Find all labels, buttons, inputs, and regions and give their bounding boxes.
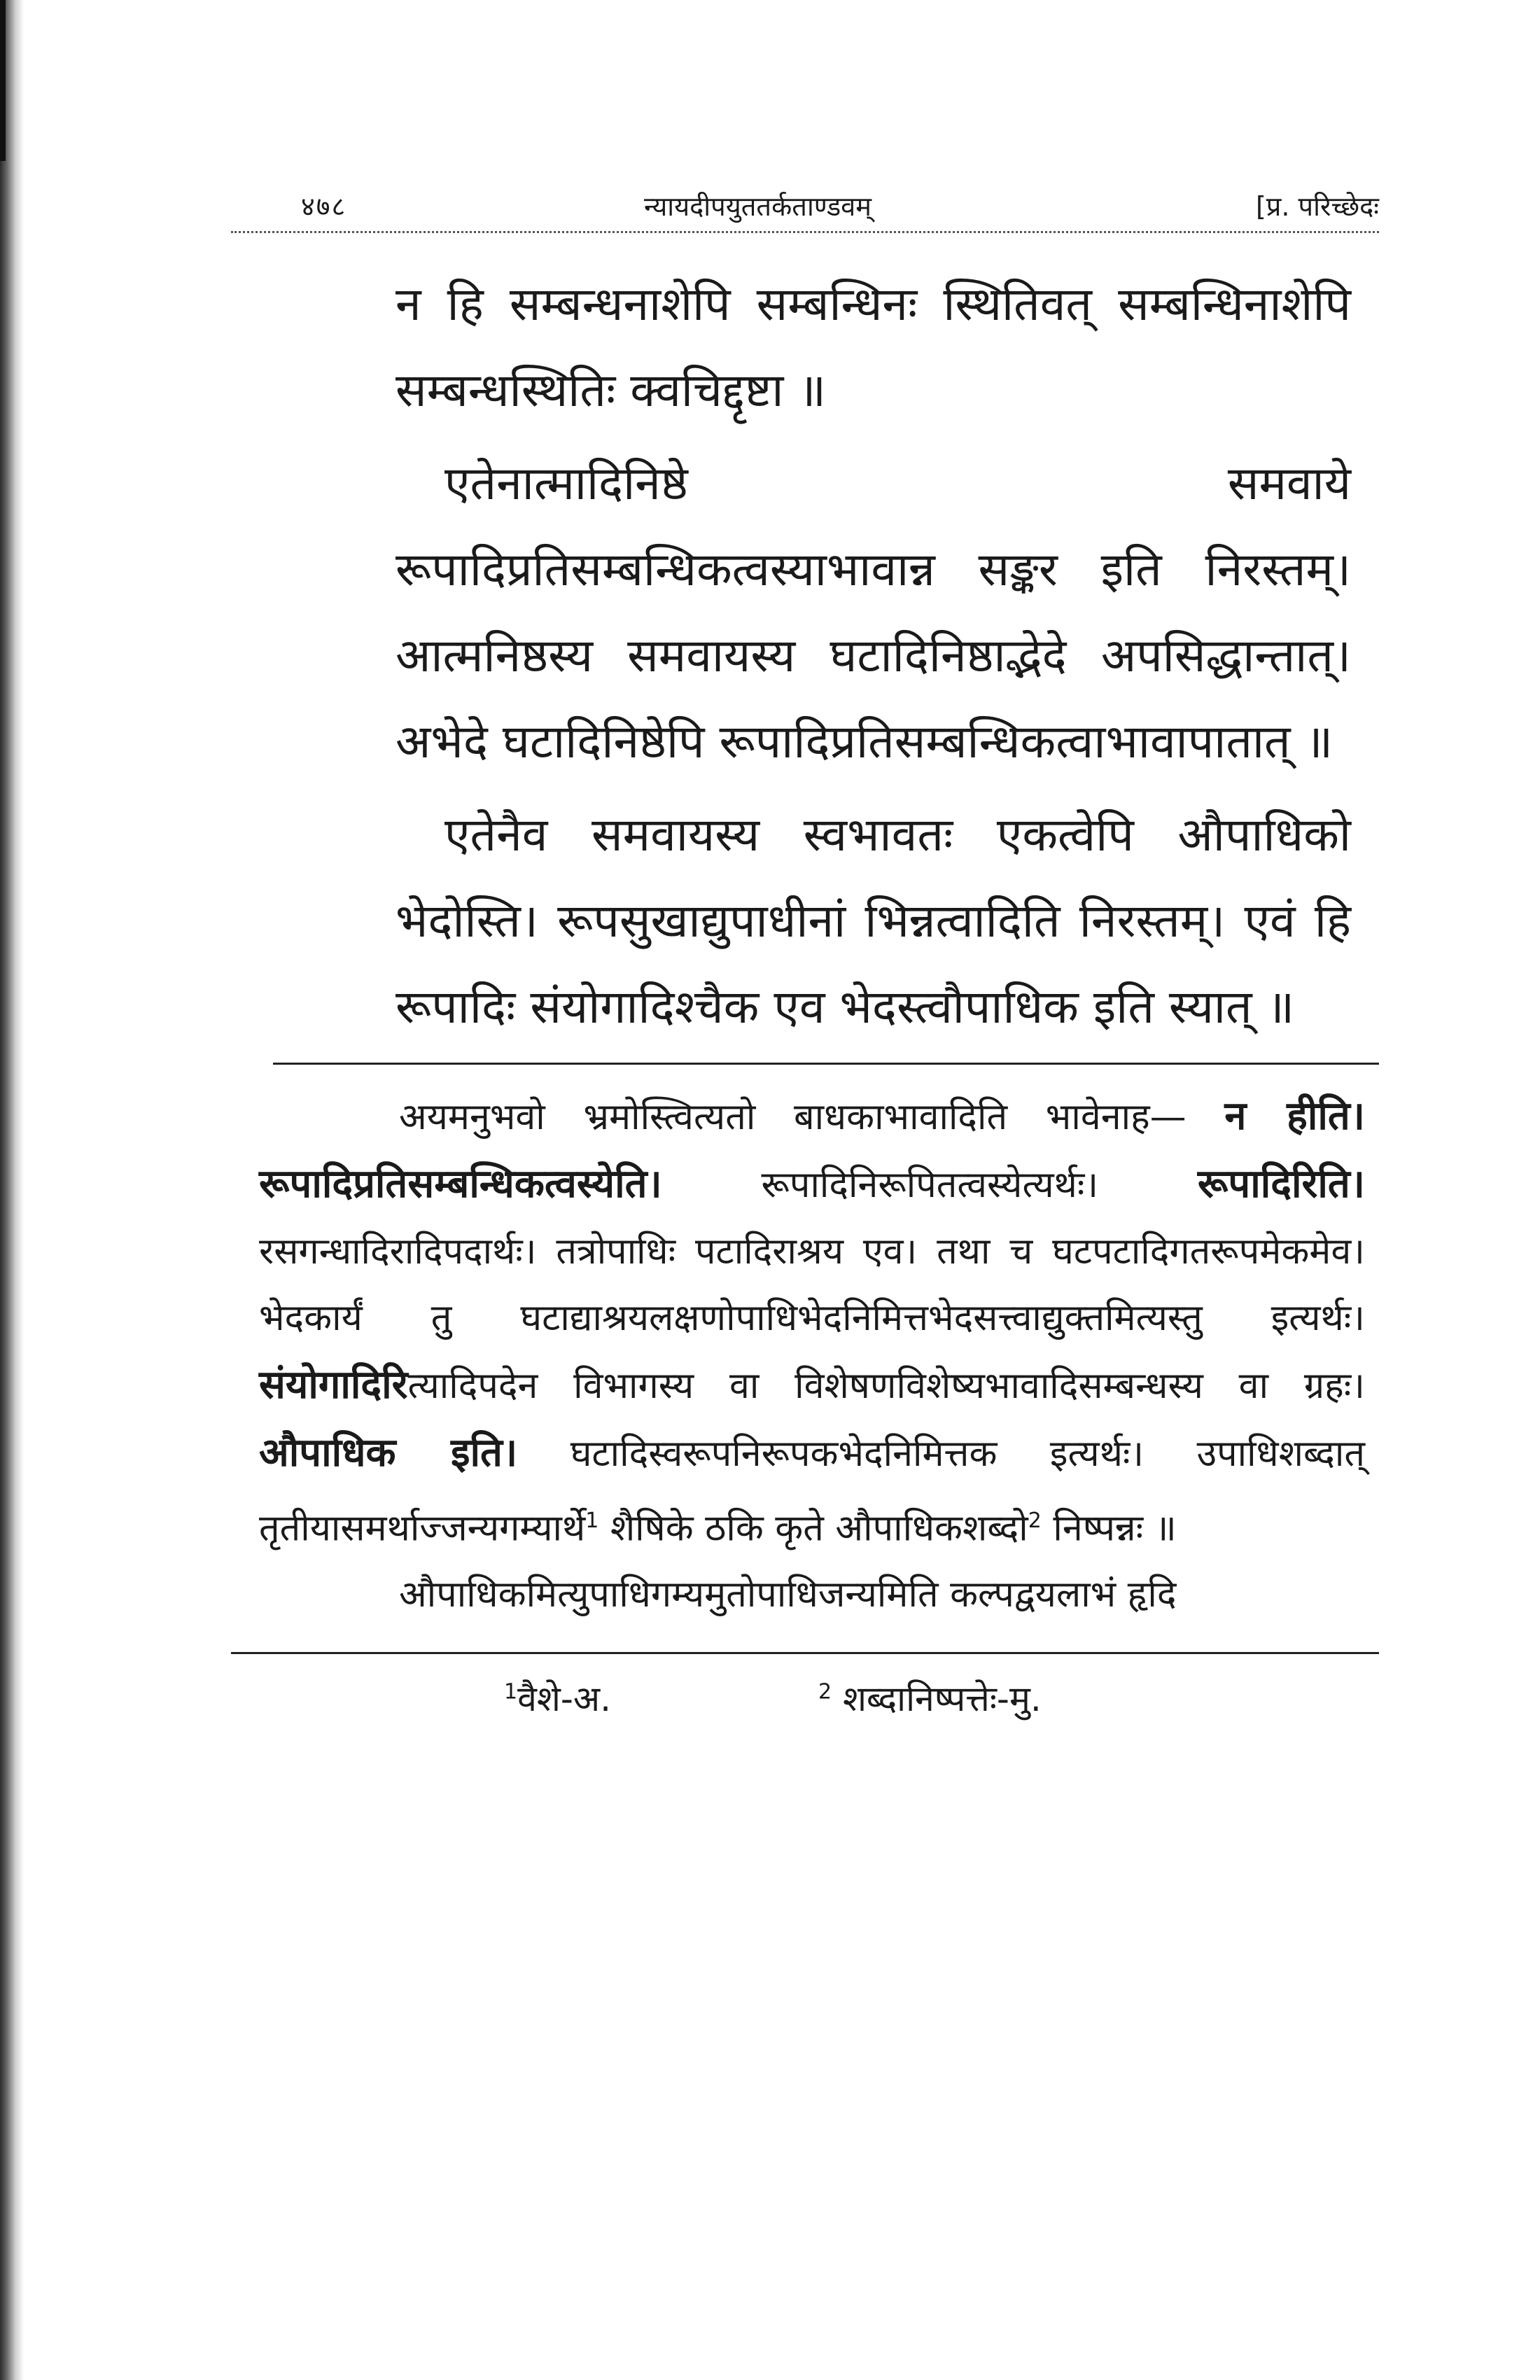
running-title: न्यायदीपयुततर्कताण्डवम् <box>644 191 872 222</box>
commentary <box>231 1083 1379 1628</box>
commentary-text: शैषिके ठकि कृते औपाधिकशब्दो <box>610 1507 1028 1550</box>
commentary-lemma: न हीति। <box>1224 1093 1365 1139</box>
commentary-text: घटादिस्वरूपनिरूपकभेदनिमित्तक इत्यर्थः। उपाधिशब्दात् तृतीयासमर्थाज्जन्यगम्यार्थे <box>259 1433 1365 1550</box>
commentary-lemma: रूपादिप्रतिसम्बन्धिकत्वस्येति। <box>259 1161 662 1207</box>
footnote-ref-1: 1 <box>585 1508 599 1533</box>
commentary-lemma: रूपादिरिति। <box>1197 1161 1365 1207</box>
commentary-lemma: संयोगादिरि <box>259 1362 408 1408</box>
footnotes <box>231 1674 1379 1721</box>
footnote-mark-1: 1 <box>504 1679 518 1704</box>
footnote-1 <box>504 1679 709 1719</box>
page-number: ४७८ <box>301 191 347 222</box>
main-text-paragraph-2: एतेनात्मादिनिष्ठे समवाये रूपादिप्रतिसम्बन्धिकत्वस्याभावान्न सङ्कर इति निरस्तम्। आत्मनिष्ठस्य समवायस्य घटादिनिष्ठाद्भेदे अपसिद्धान्तात्। अभेदे घटादिनिष्ठेपि रूपादिप्रतिसम्बन्धिकत्वाभावापातात् ॥ <box>396 456 1351 769</box>
commentary-paragraph-1 <box>259 1083 1365 1562</box>
main-text <box>231 261 1379 1050</box>
commentary-text: अयमनुभवो भ्रमोस्त्वित्यतो बाधकाभावादिति भावेनाह— <box>399 1096 1186 1138</box>
section-label: [प्र. परिच्छेदः <box>1255 191 1379 222</box>
commentary-text: त्यादिपदेन विभागस्य वा विशेषणविशेष्यभावादिसम्बन्धस्य वा ग्रहः। <box>407 1365 1365 1407</box>
commentary-lemma: औपाधिक इति। <box>259 1430 518 1476</box>
footnote-ref-2: 2 <box>1028 1508 1042 1533</box>
commentary-text: रूपादिनिरूपितत्वस्येत्यर्थः। <box>761 1164 1099 1206</box>
header-rule <box>231 231 1379 233</box>
commentary-text: निष्पन्नः ॥ <box>1053 1507 1177 1550</box>
footnote-text-2: शब्दानिष्पत्तेः-मु. <box>842 1679 1042 1720</box>
footnote-mark-2: 2 <box>818 1679 832 1704</box>
binding-shadow <box>0 0 6 161</box>
main-text-paragraph-1: न हि सम्बन्धनाशेपि सम्बन्धिनः स्थितिवत् सम्बन्धिनाशेपि सम्बन्धस्थितिः क्वचिद्दृष्टा ॥ <box>396 277 1351 417</box>
footnote-text-1: वैशे-अ. <box>517 1679 612 1720</box>
footnote-2 <box>818 1679 1140 1719</box>
page-header <box>231 175 1379 231</box>
text-commentary-divider <box>273 1063 1379 1065</box>
book-page <box>231 175 1379 1721</box>
commentary-text: रसगन्धादिरादिपदार्थः। तत्रोपाधिः पटादिराश्रय एव। तथा च घटपटादिगतरूपमेकमेव। भेदकार्यं तु घटाद्याश्रयलक्षणोपाधिभेदनिमित्तभेदसत्त्वाद्युक्तमित्यस्तु इत्यर्थः। <box>259 1231 1365 1339</box>
footnote-divider <box>231 1652 1379 1654</box>
main-text-paragraph-3: एतेनैव समवायस्य स्वभावतः एकत्वेपि औपाधिको भेदोस्ति। रूपसुखाद्युपाधीनां भिन्नत्वादिति निरस्तम्। एवं हि रूपादिः संयोगादिश्चैक एव भेदस्त्वौपाधिक इति स्यात् ॥ <box>396 808 1351 1034</box>
binding-edge <box>0 0 24 2380</box>
commentary-paragraph-2: औपाधिकमित्युपाधिगम्यमुतोपाधिजन्यमिति कल्पद्वयलाभं हृदि <box>399 1574 1177 1616</box>
